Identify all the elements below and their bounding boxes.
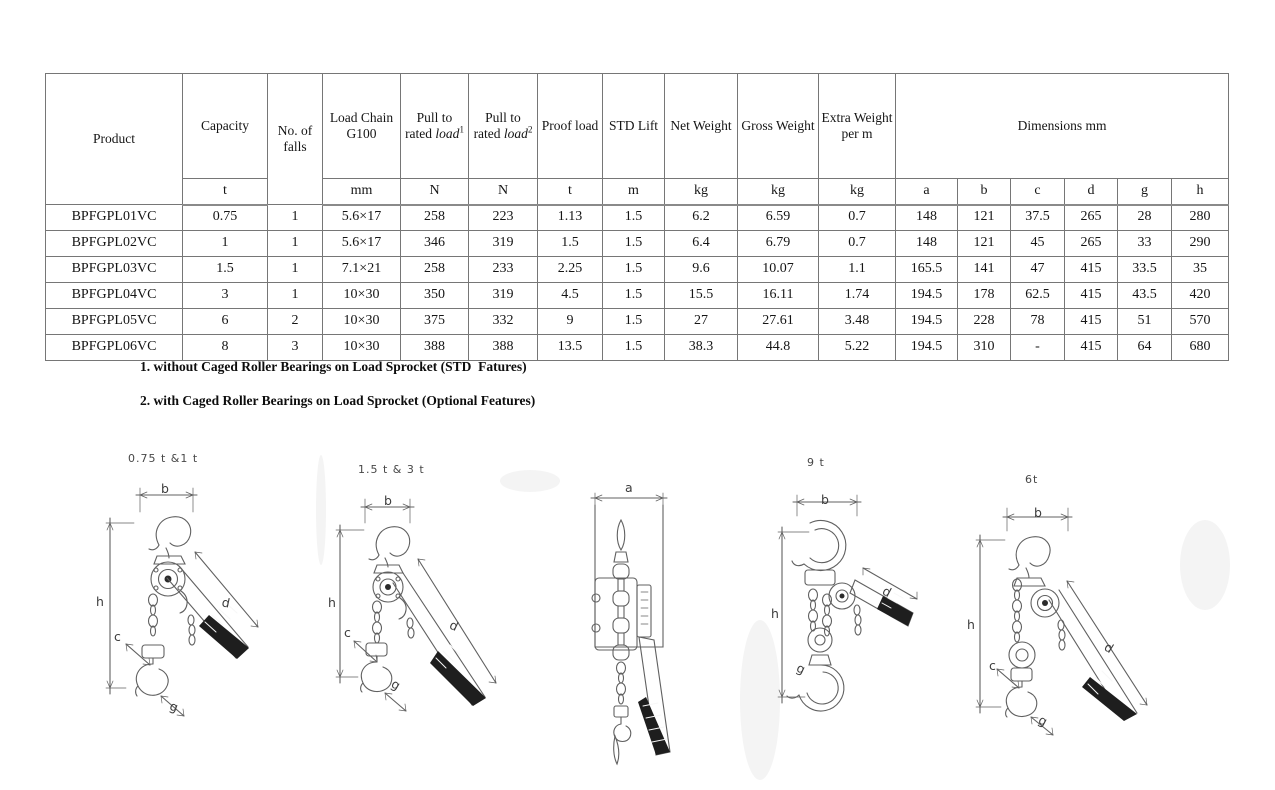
dim-label-d: d [1101,639,1117,656]
figure-caption: 9 t [807,456,825,469]
figure-caption: 6t [1025,473,1039,486]
spec-table [45,73,1229,361]
footnote-ref-1: 1 [459,124,464,135]
cell: 78 [1011,309,1065,335]
cell: 194.5 [896,335,958,361]
cell: 5.22 [819,335,896,361]
dim-label-g: g [388,676,404,693]
load-word: load [435,126,460,141]
cell: 194.5 [896,309,958,335]
cell: 6.59 [738,205,819,231]
dim-label-c: c [989,658,996,673]
unit-cell: h [1172,179,1229,205]
cell: 319 [469,283,538,309]
unit-cell: b [958,179,1011,205]
cell: 45 [1011,231,1065,257]
pull-prefix: Pull to rated [473,110,521,141]
footnote-1: 1. without Caged Roller Bearings on Load Sprocket (STD Fatures) [140,359,527,374]
table-row [46,283,1229,309]
cell: 35 [1172,257,1229,283]
cell: 280 [1172,205,1229,231]
cell: 1.5 [603,335,665,361]
cell: 51 [1118,309,1172,335]
cell: 1 [268,205,323,231]
col-proof-load: Proof load [538,74,603,179]
cell: 319 [469,231,538,257]
cell: 5.6×17 [323,231,401,257]
table-row [46,257,1229,283]
table-row [46,205,1229,231]
cell: 415 [1065,283,1118,309]
unit-cell: kg [738,179,819,205]
table-row [46,335,1229,361]
col-product: Product [46,74,183,205]
dim-label-h: h [96,594,104,609]
cell: 415 [1065,309,1118,335]
cell: 10×30 [323,309,401,335]
cell: 1.5 [603,309,665,335]
dim-label-d: d [879,583,894,600]
dim-label-b: b [384,493,392,508]
cell: 228 [958,309,1011,335]
unit-cell: t [183,179,268,205]
figure-hoist-6t [955,465,1185,757]
footnote-ref-2: 2 [527,124,533,135]
cell: 375 [401,309,469,335]
cell: 5.6×17 [323,205,401,231]
cell: 0.7 [819,231,896,257]
cell: 1 [268,283,323,309]
col-gross-weight: Gross Weight [738,74,819,179]
dim-label-d: d [447,617,461,634]
cell: 194.5 [896,283,958,309]
cell: 265 [1065,205,1118,231]
unit-cell: kg [819,179,896,205]
cell: 290 [1172,231,1229,257]
cell: 4.5 [538,283,603,309]
unit-cell: c [1011,179,1065,205]
hoist-drawing-front [955,465,1185,757]
figure-caption: 0.75 t &1 t [128,452,199,465]
table-row [46,309,1229,335]
table-body [46,205,1229,361]
cell: 415 [1065,257,1118,283]
cell: 121 [958,205,1011,231]
dim-label-c: c [344,625,351,640]
cell: 15.5 [665,283,738,309]
header-row [46,74,1229,179]
cell: 6 [183,309,268,335]
cell: 388 [469,335,538,361]
unit-cell: a [896,179,958,205]
unit-cell: N [401,179,469,205]
cell: 178 [958,283,1011,309]
scan-artifact [1180,520,1230,610]
cell: 64 [1118,335,1172,361]
product-cell: BPFGPL04VC [46,283,183,309]
dim-label-b: b [161,481,169,496]
dim-label-a: a [625,480,633,495]
cell: 1.5 [603,283,665,309]
cell: 43.5 [1118,283,1172,309]
cell: 165.5 [896,257,958,283]
cell: 680 [1172,335,1229,361]
cell: 47 [1011,257,1065,283]
cell: 350 [401,283,469,309]
pull-prefix: Pull to rated [405,110,453,141]
cell: 6.79 [738,231,819,257]
unit-cell: mm [323,179,401,205]
cell: 223 [469,205,538,231]
cell: 8 [183,335,268,361]
cell: 27.61 [738,309,819,335]
cell: 3.48 [819,309,896,335]
cell: 1.74 [819,283,896,309]
cell: 346 [401,231,469,257]
cell: 420 [1172,283,1229,309]
cell: 0.7 [819,205,896,231]
dim-label-g: g [167,698,181,715]
figure-hoist-0.75t-1t [62,448,327,748]
cell: 33 [1118,231,1172,257]
dim-label-b: b [821,492,829,507]
cell: - [1011,335,1065,361]
product-cell: BPFGPL03VC [46,257,183,283]
table-row [46,231,1229,257]
cell: 1.5 [183,257,268,283]
cell: 10×30 [323,283,401,309]
cell: 258 [401,257,469,283]
cell: 2 [268,309,323,335]
dim-label-h: h [328,595,336,610]
unit-cell: g [1118,179,1172,205]
cell: 1.5 [538,231,603,257]
cell: 6.4 [665,231,738,257]
cell: 0.75 [183,205,268,231]
product-cell: BPFGPL06VC [46,335,183,361]
cell: 265 [1065,231,1118,257]
cell: 148 [896,231,958,257]
cell: 62.5 [1011,283,1065,309]
cell: 570 [1172,309,1229,335]
dim-label-b: b [1034,505,1042,520]
unit-cell: kg [665,179,738,205]
cell: 9 [538,309,603,335]
product-cell: BPFGPL05VC [46,309,183,335]
col-extra-weight: Extra Weight per m [819,74,896,179]
cell: 3 [268,335,323,361]
cell: 7.1×21 [323,257,401,283]
footnote-2: 2. with Caged Roller Bearings on Load Sprocket (Optional Features) [140,393,536,408]
cell: 388 [401,335,469,361]
cell: 332 [469,309,538,335]
col-falls: No. of falls [268,74,323,205]
col-pull-rated-2 [469,74,538,179]
cell: 38.3 [665,335,738,361]
col-net-weight: Net Weight [665,74,738,179]
cell: 1 [183,231,268,257]
cell: 148 [896,205,958,231]
col-capacity: Capacity [183,74,268,179]
cell: 121 [958,231,1011,257]
dim-label-g: g [1035,712,1050,729]
hoist-drawing-side [580,480,770,780]
cell: 1.5 [603,257,665,283]
unit-cell: N [469,179,538,205]
product-cell: BPFGPL02VC [46,231,183,257]
cell: 6.2 [665,205,738,231]
hoist-drawing-front [300,455,565,717]
cell: 415 [1065,335,1118,361]
unit-cell: m [603,179,665,205]
cell: 10.07 [738,257,819,283]
figure-hoist-side-view [580,480,770,780]
figure-hoist-1.5t-3t [300,455,565,717]
cell: 141 [958,257,1011,283]
cell: 2.25 [538,257,603,283]
cell: 27 [665,309,738,335]
cell: 1 [268,257,323,283]
unit-cell: d [1065,179,1118,205]
cell: 233 [469,257,538,283]
cell: 1.5 [603,231,665,257]
dim-label-c: c [114,629,121,644]
cell: 28 [1118,205,1172,231]
col-pull-rated-1 [401,74,469,179]
units-row [46,179,1229,205]
cell: 16.11 [738,283,819,309]
cell: 3 [183,283,268,309]
col-dimensions: Dimensions mm [896,74,1229,179]
cell: 1 [268,231,323,257]
figure-caption: 1.5 t & 3 t [358,463,425,476]
cell: 1.5 [603,205,665,231]
col-load-chain: Load Chain G100 [323,74,401,179]
cell: 44.8 [738,335,819,361]
cell: 33.5 [1118,257,1172,283]
col-std-lift: STD Lift [603,74,665,179]
cell: 258 [401,205,469,231]
dim-label-d: d [220,594,232,611]
product-cell: BPFGPL01VC [46,205,183,231]
cell: 1.1 [819,257,896,283]
dim-label-g: g [794,660,808,677]
dim-label-h: h [967,617,975,632]
dim-label-h: h [771,606,779,621]
cell: 9.6 [665,257,738,283]
cell: 1.13 [538,205,603,231]
cell: 10×30 [323,335,401,361]
load-word: load [503,126,528,141]
unit-cell: t [538,179,603,205]
cell: 37.5 [1011,205,1065,231]
cell: 310 [958,335,1011,361]
cell: 13.5 [538,335,603,361]
